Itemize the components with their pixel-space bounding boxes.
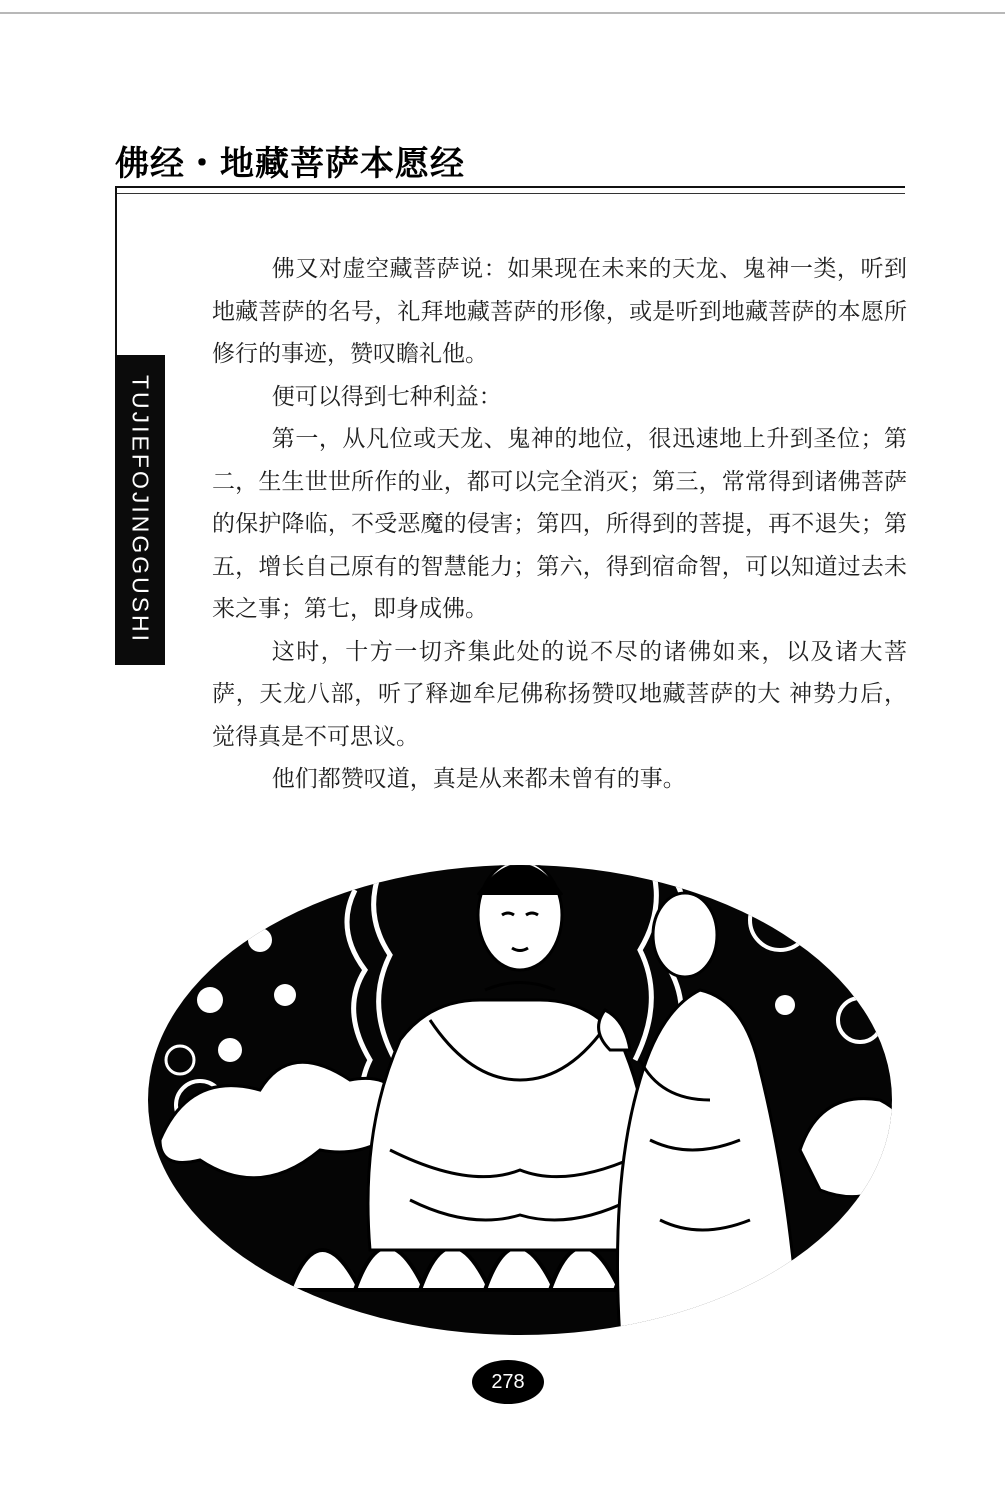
body-text (212, 248, 907, 801)
paragraph: 第一，从凡位或天龙、鬼神的地位，很迅速地上升到圣位；第二，生生世世所作的业，都可以完全消灭；第三，常常得到诸佛菩萨的保护降临，不受恶魔的侵害；第四，所得到的菩提，再不退失；第五，增长自己原有的智慧能力；第六，得到宿命智，可以知道过去未来之事；第七，即身成佛。 (212, 426, 907, 622)
side-vertical-rule (115, 186, 117, 361)
side-tab (115, 355, 165, 665)
buddha-illustration (140, 820, 900, 1340)
paragraph: 佛又对虚空藏菩萨说：如果现在未来的天龙、鬼神一类，听到地藏菩萨的名号，礼拜地藏菩萨的形像，或是听到地藏菩萨的本愿所修行的事迹，赞叹瞻礼他。 (212, 256, 907, 367)
paragraph: 便可以得到七种利益： (271, 383, 502, 410)
page-number: 278 (472, 1360, 544, 1404)
header-rule-thin (115, 193, 905, 194)
paragraph: 这时，十方一切齐集此处的说不尽的诸佛如来，以及诸大菩萨，天龙八部，听了释迦牟尼佛称扬赞叹地藏菩萨的大 神势力后，觉得真是不可思议。 (212, 638, 907, 750)
scan-edge-line (0, 12, 1005, 14)
header-rule-thick (115, 186, 905, 188)
side-tab-label: TUJIEFOJINGGUSHI (127, 375, 154, 645)
paragraph: 他们都赞叹道，真是从来都未曾有的事。 (271, 766, 686, 792)
page-title: 佛经・地藏菩萨本愿经 (115, 144, 465, 184)
